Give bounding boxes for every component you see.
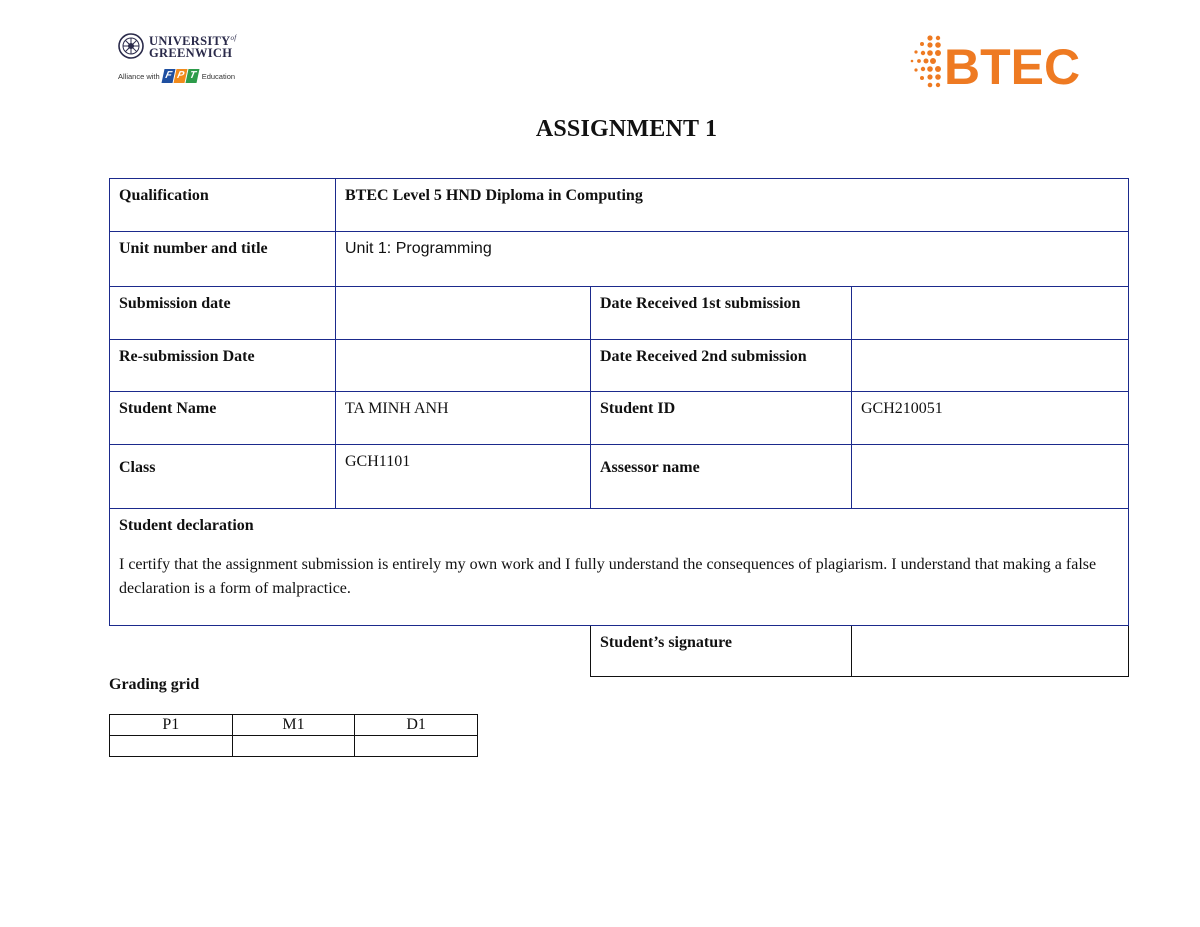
resubmission-date-field[interactable] (336, 340, 591, 392)
unit-label: Unit number and title (110, 232, 336, 287)
table-row (110, 392, 1129, 445)
date-received-1-label: Date Received 1st submission (591, 287, 852, 340)
date-received-2-field[interactable] (852, 340, 1129, 392)
declaration-heading: Student declaration (119, 517, 254, 534)
class-value[interactable]: GCH1101 (336, 445, 591, 509)
alliance-suffix: Education (201, 71, 236, 81)
grade-header-m1: M1 (232, 715, 355, 736)
university-text: UNIVERSITY (149, 34, 231, 49)
resubmission-date-label: Re-submission Date (110, 340, 336, 392)
grade-value-d1[interactable] (355, 736, 478, 757)
fpt-letter-t: T (185, 69, 199, 83)
grade-value-m1[interactable] (232, 736, 355, 757)
grading-value-row (110, 736, 478, 757)
signature-field[interactable] (852, 626, 1129, 677)
btec-dots-icon (911, 35, 941, 87)
submission-date-label: Submission date (110, 287, 336, 340)
student-name-label: Student Name (110, 392, 336, 445)
assessor-field[interactable] (852, 445, 1129, 509)
greenwich-text: GREENWICH (149, 46, 233, 61)
page-title: ASSIGNMENT 1 (535, 116, 718, 142)
table-row (110, 179, 1129, 232)
fpt-letter-p: P (173, 69, 187, 83)
grade-header-d1: D1 (355, 715, 478, 736)
grading-grid-heading: Grading grid (109, 676, 200, 693)
table-row (110, 445, 1129, 509)
fpt-alliance-line (118, 69, 258, 83)
table-row (110, 340, 1129, 392)
assignment-info-table (109, 178, 1129, 677)
unit-value: Unit 1: Programming (336, 232, 1129, 287)
table-row (110, 509, 1129, 626)
declaration-cell (110, 509, 1129, 626)
table-row (110, 287, 1129, 340)
date-received-1-field[interactable] (852, 287, 1129, 340)
fpt-letter-f: F (161, 69, 175, 83)
grading-grid-table (109, 714, 478, 757)
declaration-text: I certify that the assignment submission is entirely my own work and I fully understand the consequences of plagiarism. I understand that making a false declaration is a form of malpractice. (119, 556, 1097, 597)
university-of-text: of (230, 34, 237, 42)
student-name-value[interactable]: TA MINH ANH (336, 392, 591, 445)
btec-logo (908, 32, 1094, 92)
btec-logo-text: BTEC (944, 39, 1081, 92)
grade-value-p1[interactable] (110, 736, 233, 757)
date-received-2-label: Date Received 2nd submission (591, 340, 852, 392)
grade-header-p1: P1 (110, 715, 233, 736)
empty-cell (110, 626, 591, 677)
fpt-logo (163, 69, 199, 83)
student-id-label: Student ID (591, 392, 852, 445)
alliance-prefix: Alliance with (118, 71, 160, 81)
submission-date-field[interactable] (336, 287, 591, 340)
table-row (110, 626, 1129, 677)
qualification-label: Qualification (110, 179, 336, 232)
table-row (110, 232, 1129, 287)
grading-header-row (110, 715, 478, 736)
student-id-value[interactable]: GCH210051 (852, 392, 1129, 445)
signature-label: Student’s signature (591, 626, 852, 677)
assessor-label: Assessor name (591, 445, 852, 509)
qualification-value: BTEC Level 5 HND Diploma in Computing (336, 179, 1129, 232)
greenwich-seal-icon (118, 33, 144, 59)
university-of-greenwich-logo (118, 32, 258, 94)
class-label: Class (110, 445, 336, 509)
